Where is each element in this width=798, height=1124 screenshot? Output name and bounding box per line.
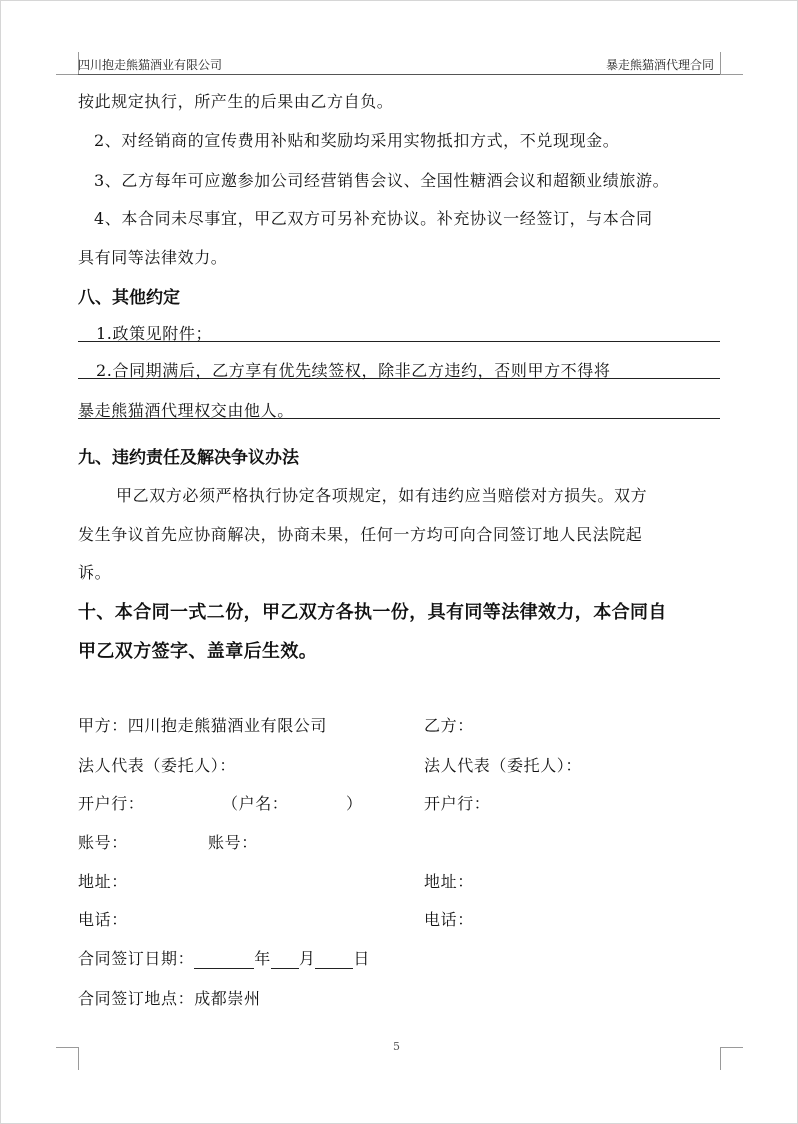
signing-place: 合同签订地点：成都崇州: [78, 989, 261, 1008]
day-blank[interactable]: [315, 952, 353, 969]
crop-mark-top-right: [720, 52, 743, 75]
account-name-open: （户名：: [222, 794, 289, 813]
day-label: 日: [353, 949, 371, 968]
crop-mark-top-left: [56, 52, 79, 75]
section-8-item-2a: 2.合同期满后，乙方享有优先续签权，除非乙方违约，否则甲方不得将: [78, 358, 720, 379]
party-b-address: 地址：: [424, 872, 474, 891]
party-a-name: 甲方：四川抱走熊猫酒业有限公司: [78, 716, 328, 735]
month-label: 月: [298, 949, 316, 968]
crop-mark-bottom-left: [56, 1047, 79, 1070]
year-blank[interactable]: [194, 952, 254, 969]
section-10-line-2: 甲乙双方签字、盖章后生效。: [78, 641, 318, 662]
page-number: 5: [393, 1040, 400, 1053]
account-number-2: 账号：: [208, 833, 258, 852]
account-name-close: ）: [346, 794, 363, 813]
body-item-2: 2、对经销商的宣传费用补贴和奖励均采用实物抵扣方式，不兑现现金。: [94, 131, 620, 150]
section-10-line-1: 十、本合同一式二份，甲乙双方各执一份，具有同等法律效力，本合同自: [78, 602, 667, 623]
body-item-4a: 4、本合同未尽事宜，甲乙双方可另补充协议。补充协议一经签订，与本合同: [94, 209, 653, 228]
account-number-1: 账号：: [78, 833, 128, 852]
body-item-3: 3、乙方每年可应邀参加公司经营销售会议、全国性糖酒会议和超额业绩旅游。: [94, 171, 670, 190]
month-blank[interactable]: [271, 952, 299, 969]
header-company: 四川抱走熊猫酒业有限公司: [78, 58, 223, 72]
party-b-rep: 法人代表（委托人）：: [424, 756, 583, 775]
party-a-rep: 法人代表（委托人）：: [78, 756, 237, 775]
party-b-name: 乙方：: [424, 716, 474, 735]
section-8-title: 八、其他约定: [78, 288, 180, 308]
section-9-title: 九、违约责任及解决争议办法: [78, 448, 299, 468]
body-line-1: 按此规定执行，所产生的后果由乙方自负。: [78, 92, 394, 111]
year-label: 年: [254, 949, 271, 968]
signing-date: [78, 946, 370, 969]
section-9-para-2: 发生争议首先应协商解决，协商未果，任何一方均可向合同签订地人民法院起: [78, 525, 643, 544]
section-8-item-1: 1.政策见附件；: [78, 321, 720, 342]
party-b-bank: 开户行：: [424, 794, 491, 813]
signing-date-label: 合同签订日期：: [78, 949, 195, 968]
party-b-phone: 电话：: [424, 910, 474, 929]
crop-mark-bottom-right: [720, 1047, 743, 1070]
section-8-item-2b: 暴走熊猫酒代理权交由他人。: [78, 398, 720, 419]
section-9-para-3: 诉。: [78, 563, 112, 582]
party-a-address: 地址：: [78, 872, 128, 891]
section-9-para-1: 甲乙双方必须严格执行协定各项规定，如有违约应当赔偿对方损失。双方: [116, 486, 648, 505]
party-a-phone: 电话：: [78, 910, 128, 929]
body-item-4b: 具有同等法律效力。: [78, 248, 228, 267]
page-header: [78, 54, 720, 75]
party-a-bank: 开户行：: [78, 794, 145, 813]
header-doc-title: 暴走熊猫酒代理合同: [605, 58, 714, 72]
